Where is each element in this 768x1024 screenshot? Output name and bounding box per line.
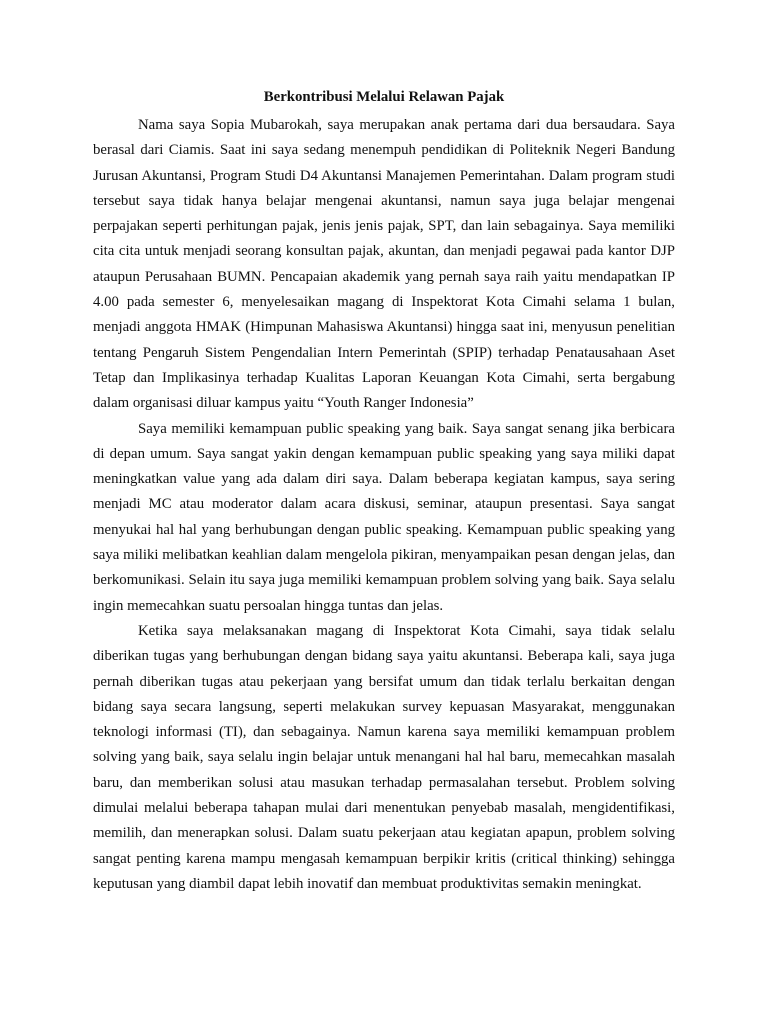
paragraph-3: Ketika saya melaksanakan magang di Inspektorat Kota Cimahi, saya tidak selalu diberikan tugas yang berhubungan dengan bidang saya yaitu akuntansi. Beberapa kali, saya juga pernah diberikan tugas atau pekerjaan yang bersifat umum dan tidak terlalu berkaitan dengan bidang saya secara langsung, seperti melakukan survey kepuasan Masyarakat, menggunakan teknologi informasi (TI), dan sebagainya. Namun karena saya memiliki kemampuan problem solving yang baik, saya selalu ingin belajar untuk menangani hal hal baru, memecahkan masalah baru, dan memberikan solusi atau masukan terhadap permasalahan tersebut. Problem solving dimulai melalui beberapa tahapan mulai dari menentukan penyebab masalah, mengidentifikasi, memilih, dan menerapkan solusi. Dalam suatu pekerjaan atau kegiatan apapun, problem solving sangat penting karena mampu mengasah kemampuan berpikir kritis (critical thinking) sehingga keputusan yang diambil dapat lebih inovatif dan membuat produktivitas semakin meningkat. [93, 622, 675, 892]
paragraph-1: Nama saya Sopia Mubarokah, saya merupakan anak pertama dari dua bersaudara. Saya berasal dari Ciamis. Saat ini saya sedang menempuh pendidikan di Politeknik Negeri Bandung Jurusan Akuntansi, Program Studi D4 Akuntansi Manajemen Pemerintahan. Dalam program studi tersebut saya tidak hanya belajar mengenai akuntansi, namun saya juga belajar mengenai perpajakan seperti perhitungan pajak, jenis jenis pajak, SPT, dan lain sebagainya. Saya memiliki cita cita untuk menjadi seorang konsultan pajak, akuntan, dan menjadi pegawai pada kantor DJP ataupun Perusahaan BUMN. Pencapaian akademik yang pernah saya raih yaitu mendapatkan IP 4.00 pada semester 6, menyelesaikan magang di Inspektorat Kota Cimahi selama 1 bulan, menjadi anggota HMAK (Himpunan Mahasiswa Akuntansi) hingga saat ini, menyusun penelitian tentang Pengaruh Sistem Pengendalian Intern Pemerintah (SPIP) terhadap Penatausahaan Aset Tetap dan Implikasinya terhadap Kualitas Laporan Keuangan Kota Cimahi, serta bergabung dalam organisasi diluar kampus yaitu “Youth Ranger Indonesia” [93, 117, 675, 412]
paragraph-2: Saya memiliki kemampuan public speaking yang baik. Saya sangat senang jika berbicara di depan umum. Saya sangat yakin dengan kemampuan public speaking yang saya miliki dapat meningkatkan value yang ada dalam diri saya. Dalam beberapa kegiatan kampus, saya sering menjadi MC atau moderator dalam acara diskusi, seminar, ataupun presentasi. Saya sangat menyukai hal hal yang berhubungan dengan public speaking. Kemampuan public speaking yang saya miliki melibatkan keahlian dalam mengelola pikiran, menyampaikan pesan dengan jelas, dan berkomunikasi. Selain itu saya juga memiliki kemampuan problem solving yang baik. Saya selalu ingin memecahkan suatu persoalan hingga tuntas dan jelas. [93, 420, 675, 614]
document-page [93, 88, 675, 897]
document-title: Berkontribusi Melalui Relawan Pajak [263, 89, 505, 105]
